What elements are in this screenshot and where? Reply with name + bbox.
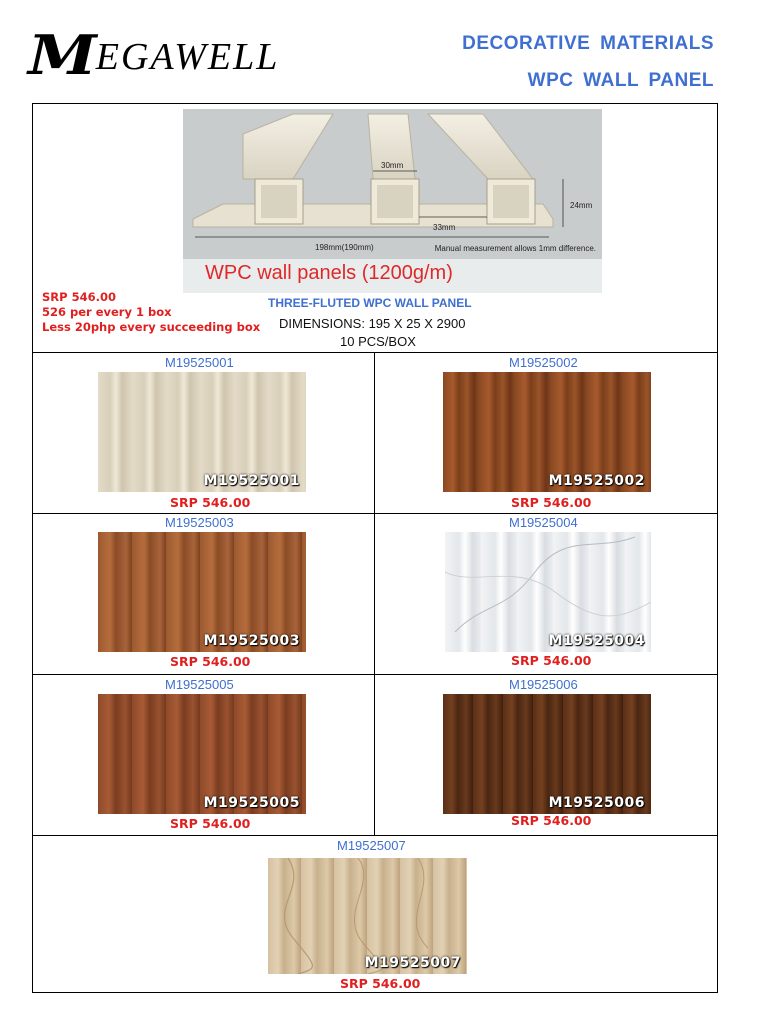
- product-code-label: M19525003: [165, 515, 234, 530]
- hero-caption: WPC wall panels (1200g/m): [205, 262, 453, 284]
- product-code-label: M19525002: [509, 355, 578, 370]
- dim-flute-width: 30mm: [381, 161, 404, 170]
- row-divider: [33, 352, 717, 353]
- product-price: SRP 546.00: [170, 654, 251, 669]
- swatch-code-tag: M19525001: [203, 473, 300, 489]
- product-price: SRP 546.00: [170, 495, 251, 510]
- product-price: SRP 546.00: [511, 495, 592, 510]
- swatch-code-tag: M19525003: [203, 633, 300, 649]
- product-price: SRP 546.00: [511, 653, 592, 668]
- row-divider: [33, 835, 717, 836]
- swatch-code-tag: M19525007: [364, 955, 461, 971]
- product-code-label: M19525001: [165, 355, 234, 370]
- swatch-dark-walnut-wood: [443, 694, 651, 814]
- pieces-per-box: 10 PCS/BOX: [340, 334, 416, 349]
- row-divider: [33, 674, 717, 675]
- product-price: SRP 546.00: [340, 976, 421, 991]
- swatch-chestnut-wood: [98, 532, 306, 652]
- swatch-walnut-brown-wood: [443, 372, 651, 492]
- logo-wordmark: EGAWELL: [95, 36, 280, 78]
- dim-gap: 33mm: [433, 223, 456, 232]
- srp-price: SRP 546.00: [42, 290, 116, 304]
- product-price: SRP 546.00: [511, 813, 592, 828]
- per-box-price: 526 per every 1 box: [42, 305, 172, 319]
- swatch-code-tag: M19525006: [548, 795, 645, 811]
- swatch-pale-ash-grain-wood: [268, 858, 467, 974]
- swatch-light-cream-wood: [98, 372, 306, 492]
- product-dimensions: DIMENSIONS: 195 X 25 X 2900: [279, 316, 466, 331]
- dim-height: 24mm: [570, 201, 593, 210]
- product-code-label: M19525006: [509, 677, 578, 692]
- hero-product-photo: [183, 109, 602, 293]
- discount-note: Less 20php every succeeding box: [42, 320, 261, 334]
- swatch-code-tag: M19525005: [203, 795, 300, 811]
- product-code-label: M19525007: [337, 838, 406, 853]
- swatch-code-tag: M19525004: [548, 633, 645, 649]
- swatch-code-tag: M19525002: [548, 473, 645, 489]
- dim-total-width: 198mm(190mm): [315, 243, 374, 252]
- logo-initial: M: [28, 23, 95, 87]
- product-price: SRP 546.00: [170, 816, 251, 831]
- header-product-line: WPC WALL PANEL: [527, 70, 714, 91]
- swatch-reddish-brown-wood: [98, 694, 306, 814]
- swatch-white-marble: [445, 532, 651, 652]
- header-category: DECORATIVE MATERIALS: [462, 33, 714, 54]
- product-code-label: M19525004: [509, 515, 578, 530]
- product-title: THREE-FLUTED WPC WALL PANEL: [268, 296, 472, 310]
- row-divider: [33, 513, 717, 514]
- column-divider: [374, 352, 375, 835]
- megawell-logo: [28, 22, 280, 87]
- product-code-label: M19525005: [165, 677, 234, 692]
- measurement-note: Manual measurement allows 1mm difference.: [434, 244, 596, 253]
- pricing-block: [42, 290, 260, 335]
- catalog-table: [32, 103, 718, 993]
